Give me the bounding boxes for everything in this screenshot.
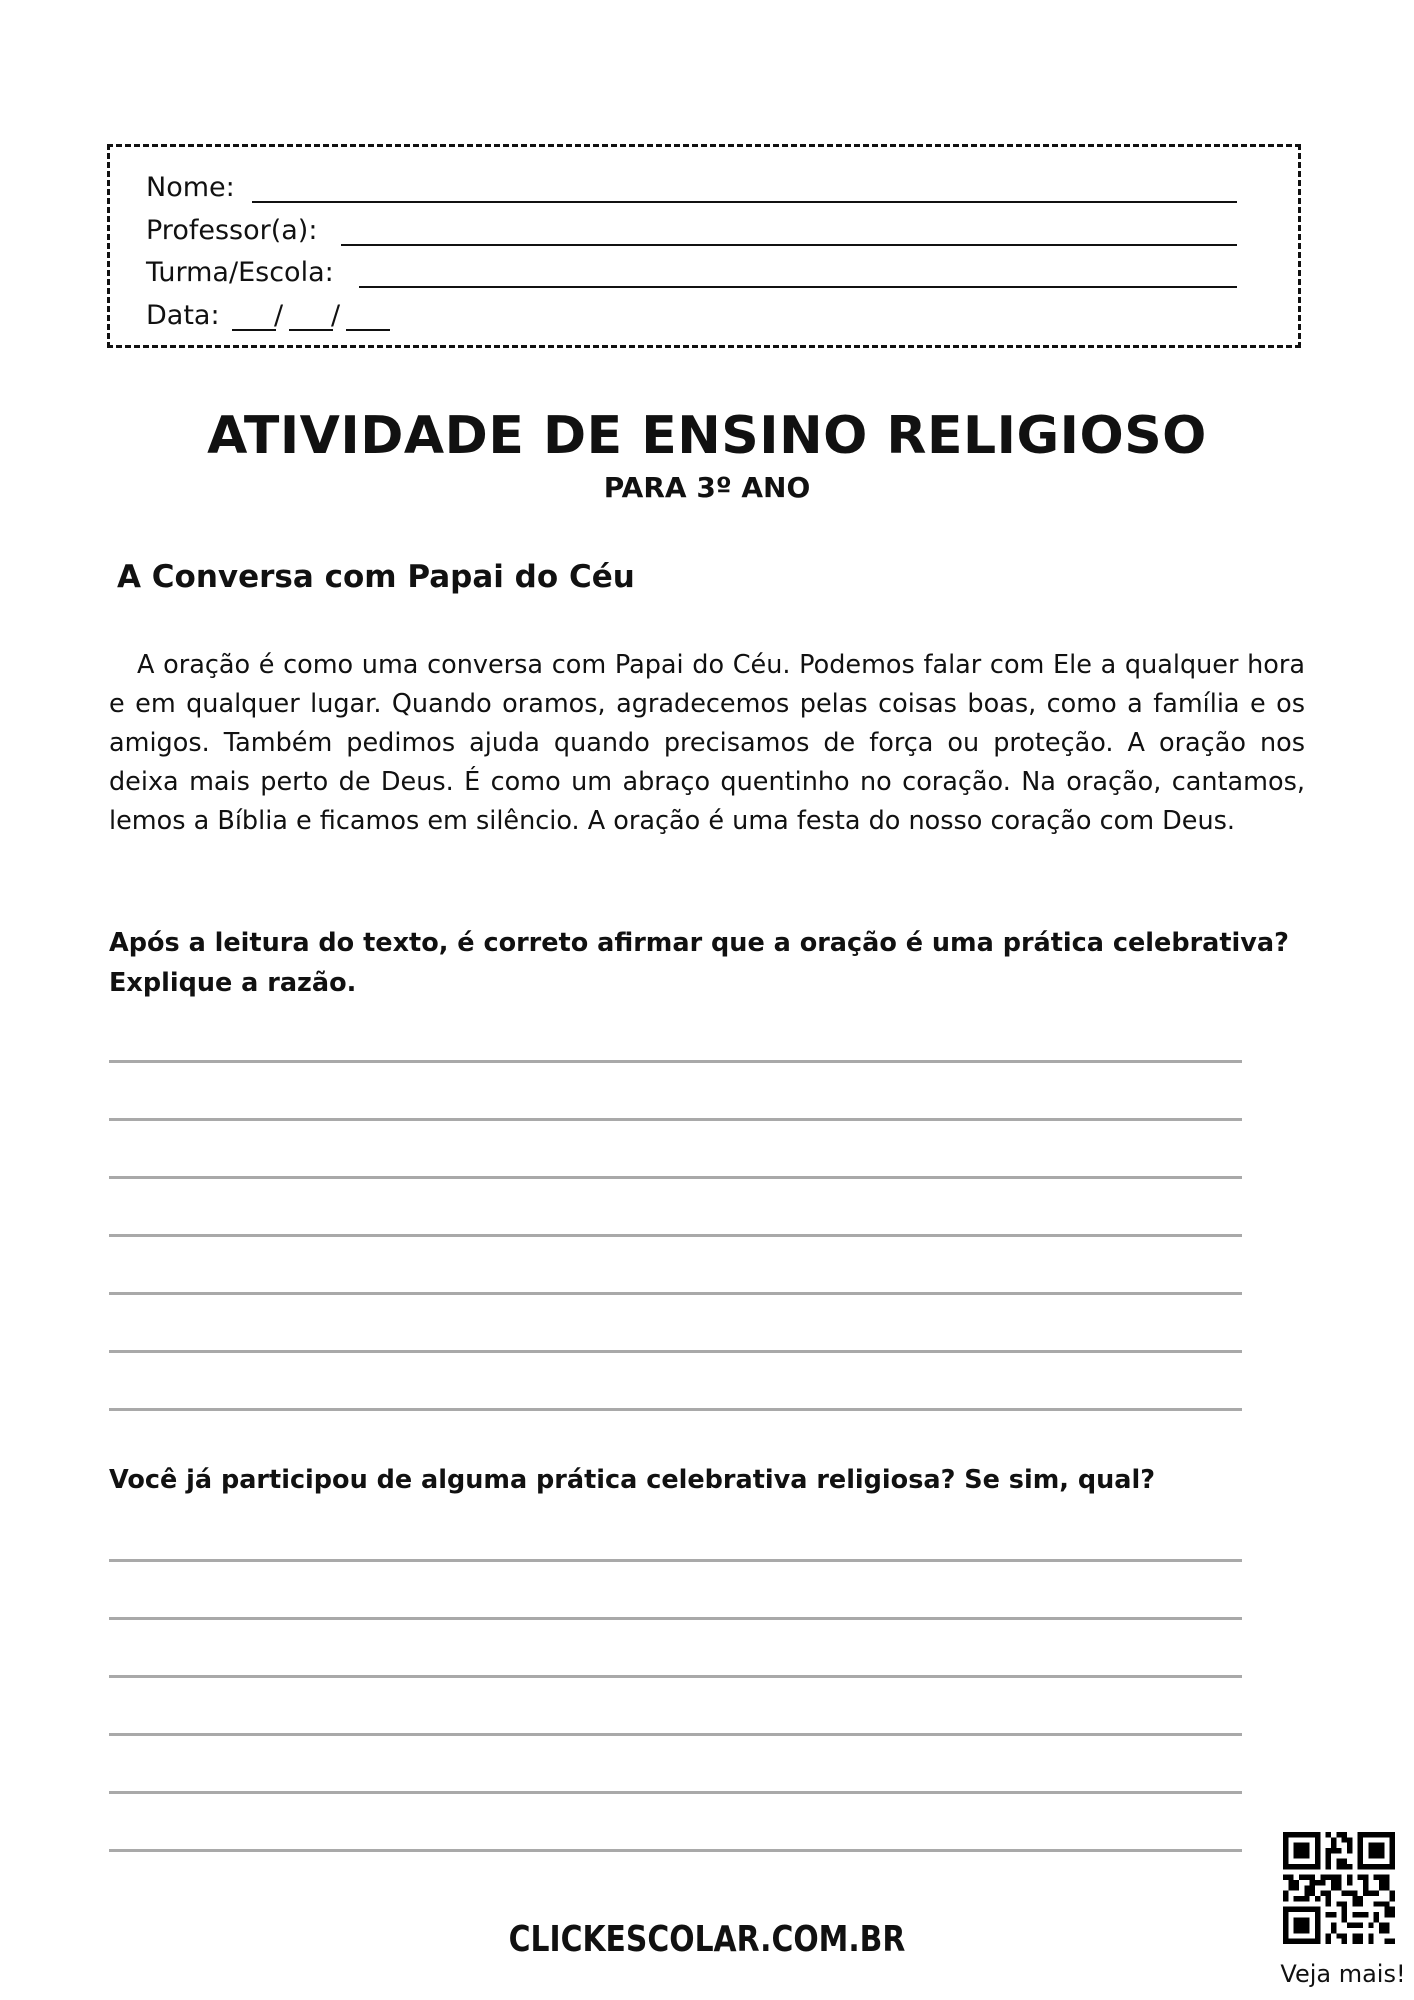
teacher-underline[interactable] bbox=[341, 244, 1237, 246]
date-year-blank[interactable] bbox=[346, 329, 390, 331]
footer-brand-link[interactable]: CLICKESCOLAR.COM.BR bbox=[508, 1919, 906, 1960]
answer-line[interactable] bbox=[109, 1176, 1242, 1179]
answer-line[interactable] bbox=[109, 1559, 1242, 1562]
page-subtitle: PARA 3º ANO bbox=[603, 471, 811, 504]
answer-line[interactable] bbox=[109, 1791, 1242, 1794]
date-month-blank[interactable] bbox=[289, 329, 333, 331]
reading-paragraph: A oração é como uma conversa com Papai do Céu. Podemos falar com Ele a qualquer hora e em qualquer lugar. Quando oramos, agradecemos pelas coisas boas, como a família e os amigos. Também pedimos ajuda quando precisamos de força ou proteção. A oração nos deixa mais perto de Deus. É como um abraço quentinho no coração. Na oração, cantamos, lemos a Bíblia e ficamos em silêncio. A oração é uma festa do nosso coração com Deus. bbox=[109, 650, 1305, 836]
answer-line[interactable] bbox=[109, 1849, 1242, 1852]
page-title: ATIVIDADE DE ENSINO RELIGIOSO bbox=[207, 406, 1207, 466]
qr-code-icon[interactable] bbox=[1283, 1832, 1395, 1944]
answer-line[interactable] bbox=[109, 1060, 1242, 1063]
student-info-box bbox=[107, 144, 1301, 348]
answer-line[interactable] bbox=[109, 1234, 1242, 1237]
answer-line[interactable] bbox=[109, 1675, 1242, 1678]
teacher-label: Professor(a): bbox=[146, 215, 318, 246]
answer-line[interactable] bbox=[109, 1118, 1242, 1121]
date-field[interactable] bbox=[146, 295, 546, 337]
answer-line[interactable] bbox=[109, 1733, 1242, 1736]
date-label: Data: bbox=[146, 300, 220, 331]
answer-line[interactable] bbox=[109, 1350, 1242, 1353]
qr-caption: Veja mais! bbox=[1280, 1960, 1406, 1988]
question-2: Você já participou de alguma prática celebrativa religiosa? Se sim, qual? bbox=[109, 1465, 1155, 1495]
date-separator: / bbox=[331, 300, 341, 331]
answer-line[interactable] bbox=[109, 1292, 1242, 1295]
answer-line[interactable] bbox=[109, 1617, 1242, 1620]
teacher-field[interactable] bbox=[146, 210, 1266, 252]
class-school-underline[interactable] bbox=[359, 286, 1237, 288]
date-separator: / bbox=[274, 300, 284, 331]
name-field[interactable] bbox=[146, 167, 1266, 209]
section-heading: A Conversa com Papai do Céu bbox=[117, 559, 635, 595]
class-school-label: Turma/Escola: bbox=[146, 257, 334, 288]
date-day-blank[interactable] bbox=[232, 329, 276, 331]
name-underline[interactable] bbox=[252, 201, 1237, 203]
class-school-field[interactable] bbox=[146, 252, 1266, 294]
name-label: Nome: bbox=[146, 172, 235, 203]
answer-line[interactable] bbox=[109, 1408, 1242, 1411]
question-1: Após a leitura do texto, é correto afirmar que a oração é uma prática celebrativa? Explique a razão. bbox=[109, 928, 1289, 998]
